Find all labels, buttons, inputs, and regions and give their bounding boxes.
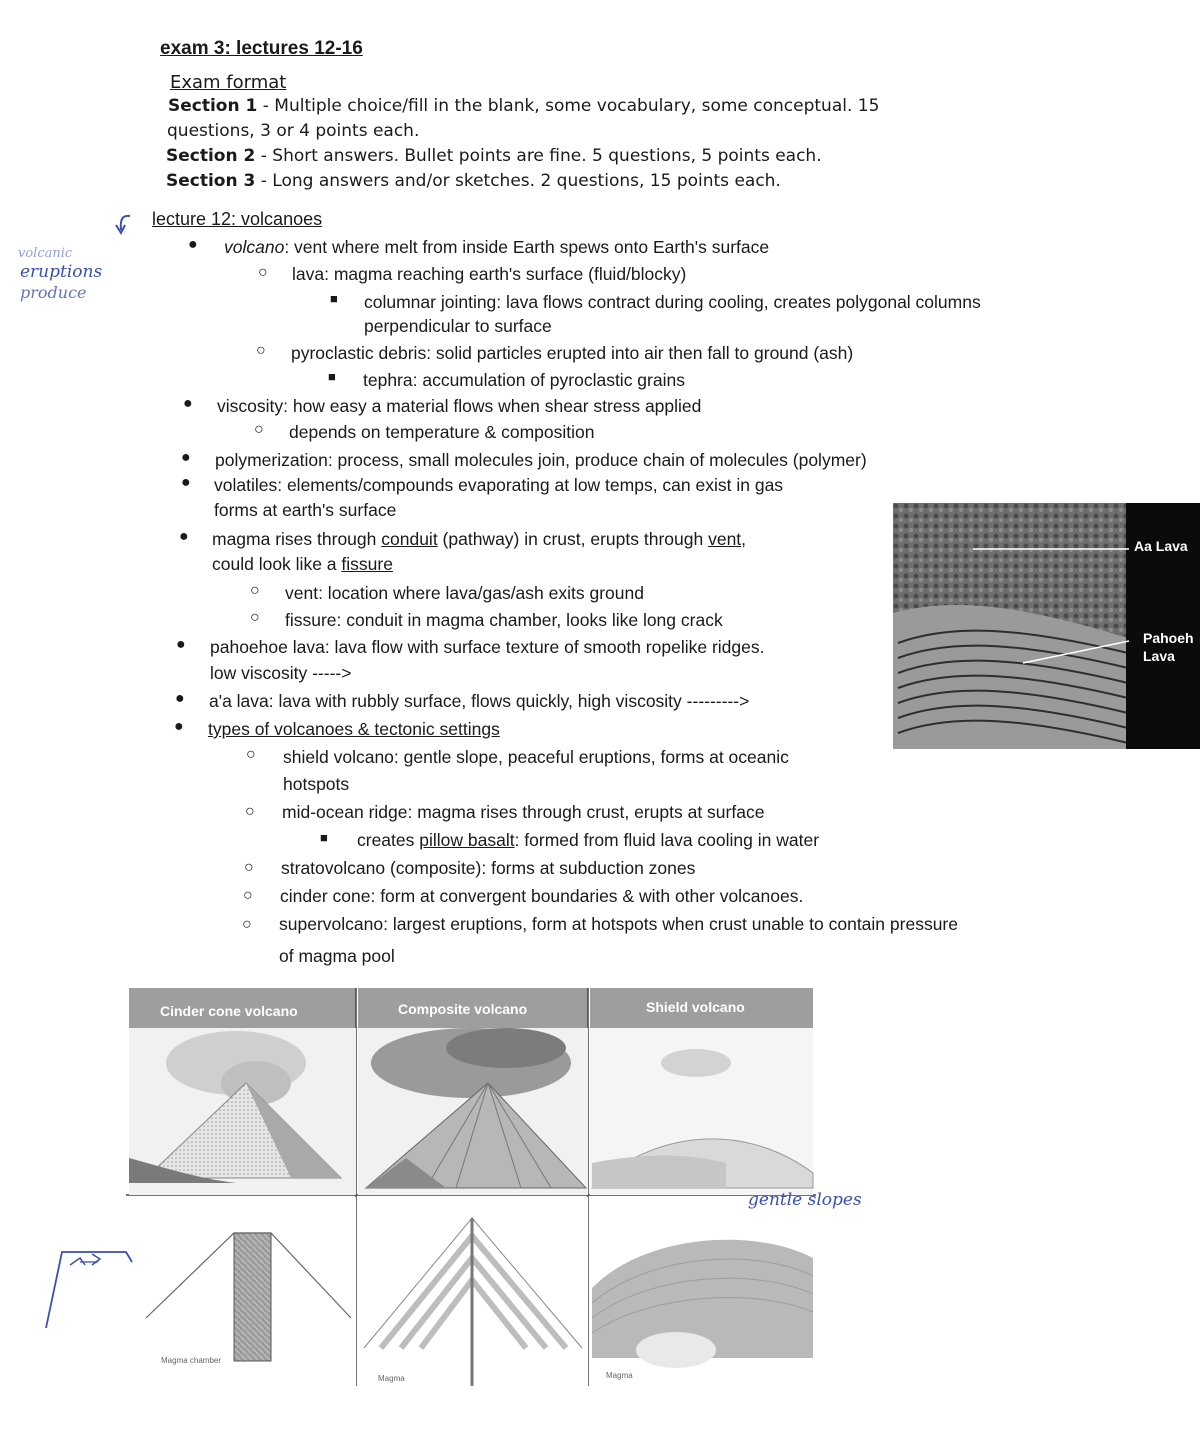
magma-conduit: conduit bbox=[381, 529, 438, 549]
note-fissure: fissure: conduit in magma chamber, looks like long crack bbox=[285, 610, 723, 630]
label-pahoehoe-2: Lava bbox=[1143, 648, 1175, 664]
shield-section bbox=[590, 1197, 813, 1386]
section-1-line bbox=[168, 96, 879, 116]
lava-photo bbox=[893, 503, 1200, 749]
magma-chamber-label: Magma chamber bbox=[161, 1356, 222, 1365]
section-1-label: Section 1 bbox=[168, 96, 258, 116]
note-volcano bbox=[224, 237, 769, 258]
note-lava: lava: magma reaching earth's surface (fluid/blocky) bbox=[292, 264, 687, 284]
circle-bullet-icon: ○ bbox=[250, 609, 260, 626]
section-1-text: - Multiple choice/fill in the blank, some vocabulary, some conceptual. 15 bbox=[257, 96, 880, 116]
circle-bullet-icon: ○ bbox=[254, 421, 264, 438]
magma-label-shield: Magma bbox=[606, 1371, 633, 1380]
magma-vent: vent bbox=[708, 529, 742, 549]
circle-bullet-icon: ○ bbox=[250, 582, 260, 599]
shield-exterior bbox=[590, 1028, 813, 1195]
magma-text-c: , bbox=[741, 529, 747, 549]
note-vent: vent: location where lava/gas/ash exits ground bbox=[285, 583, 644, 603]
magma-label-composite: Magma bbox=[378, 1374, 405, 1383]
header-composite: Composite volcano bbox=[398, 1001, 528, 1017]
note-magma-cont bbox=[212, 554, 393, 575]
bullet-icon: ● bbox=[176, 636, 186, 653]
note-cinder: cinder cone: form at convergent boundaries & with other volcanoes. bbox=[280, 886, 804, 906]
note-columnar: columnar jointing: lava flows contract during cooling, creates polygonal columns bbox=[364, 292, 981, 312]
hand-sketch-icon bbox=[40, 1240, 140, 1335]
margin-note-line-3: produce bbox=[20, 283, 87, 302]
composite-exterior bbox=[358, 1028, 588, 1195]
bullet-icon: ● bbox=[181, 474, 191, 491]
section-2-line bbox=[166, 146, 822, 166]
note-pillow bbox=[357, 830, 819, 851]
bullet-icon: ● bbox=[181, 449, 191, 466]
magma-text-d: could look like a bbox=[212, 554, 342, 574]
circle-bullet-icon: ○ bbox=[258, 264, 268, 281]
note-shield: shield volcano: gentle slope, peaceful eruptions, forms at oceanic bbox=[283, 747, 789, 767]
note-types: types of volcanoes & tectonic settings bbox=[208, 719, 500, 739]
cinder-cone-exterior bbox=[129, 1028, 356, 1195]
exam-format-heading: Exam format bbox=[170, 72, 287, 93]
margin-note-line-2: eruptions bbox=[20, 262, 103, 282]
section-3-label: Section 3 bbox=[166, 171, 256, 191]
lecture-heading: lecture 12: volcanoes bbox=[152, 209, 323, 229]
lava-figure bbox=[893, 503, 1200, 749]
gentle-slopes-note: gentle slopes bbox=[748, 1190, 862, 1210]
note-magma bbox=[212, 529, 746, 550]
section-3-text: - Long answers and/or sketches. 2 questions, 15 points each. bbox=[255, 171, 781, 191]
note-columnar-cont: perpendicular to surface bbox=[364, 316, 552, 336]
section-3-line bbox=[166, 171, 781, 191]
section-1-text-cont: questions, 3 or 4 points each. bbox=[167, 121, 420, 141]
bullet-icon: ● bbox=[183, 395, 193, 412]
magma-fissure: fissure bbox=[341, 554, 393, 574]
hand-arrow-icon bbox=[112, 212, 134, 236]
section-2-text: - Short answers. Bullet points are fine. 5 questions, 5 points each. bbox=[255, 146, 822, 166]
note-depends: depends on temperature & composition bbox=[289, 422, 595, 442]
pillow-basalt: pillow basalt bbox=[419, 830, 515, 850]
note-volcano-term: volcano bbox=[224, 237, 285, 257]
note-aa: a'a lava: lava with rubbly surface, flows quickly, high viscosity ---------> bbox=[209, 691, 750, 711]
square-bullet-icon: ■ bbox=[328, 369, 336, 384]
note-midocean: mid-ocean ridge: magma rises through crust, erupts at surface bbox=[282, 802, 765, 822]
note-tephra: tephra: accumulation of pyroclastic grains bbox=[363, 370, 685, 390]
circle-bullet-icon: ○ bbox=[245, 803, 255, 820]
note-strato: stratovolcano (composite): forms at subduction zones bbox=[281, 858, 696, 878]
bullet-icon: ● bbox=[175, 690, 185, 707]
note-pyroclastic: pyroclastic debris: solid particles erupted into air then fall to ground (ash) bbox=[291, 343, 854, 363]
cinder-cone-section bbox=[129, 1197, 356, 1386]
section-2-label: Section 2 bbox=[166, 146, 256, 166]
note-viscosity: viscosity: how easy a material flows when shear stress applied bbox=[217, 396, 702, 416]
margin-note-line-1: volcanic bbox=[18, 246, 73, 261]
pillow-text-a: creates bbox=[357, 830, 420, 850]
magma-text-b: (pathway) in crust, erupts through bbox=[437, 529, 709, 549]
label-pahoehoe-1: Pahoeh bbox=[1143, 630, 1194, 646]
header-cinder-cone: Cinder cone volcano bbox=[160, 1003, 298, 1019]
circle-bullet-icon: ○ bbox=[242, 916, 252, 933]
bullet-icon: ● bbox=[188, 236, 198, 253]
magma-text-a: magma rises through bbox=[212, 529, 382, 549]
circle-bullet-icon: ○ bbox=[244, 859, 254, 876]
note-volatiles-cont: forms at earth's surface bbox=[214, 500, 397, 520]
note-volcano-def: : vent where melt from inside Earth spews onto Earth's surface bbox=[284, 237, 770, 257]
circle-bullet-icon: ○ bbox=[256, 342, 266, 359]
circle-bullet-icon: ○ bbox=[246, 746, 256, 763]
pillow-text-b: : formed from fluid lava cooling in water bbox=[514, 830, 820, 850]
header-shield: Shield volcano bbox=[646, 999, 745, 1015]
note-shield-cont: hotspots bbox=[283, 774, 350, 794]
note-volatiles: volatiles: elements/compounds evaporating at low temps, can exist in gas bbox=[214, 475, 784, 495]
volcano-types-diagram bbox=[126, 988, 816, 1386]
label-aa-lava: Aa Lava bbox=[1134, 538, 1188, 554]
note-pahoehoe: pahoehoe lava: lava flow with surface texture of smooth ropelike ridges. bbox=[210, 637, 765, 657]
volcano-types-figure bbox=[126, 988, 816, 1386]
square-bullet-icon: ■ bbox=[320, 830, 328, 845]
bullet-icon: ● bbox=[179, 528, 189, 545]
composite-section bbox=[358, 1197, 588, 1386]
page-title: exam 3: lectures 12-16 bbox=[160, 38, 363, 59]
square-bullet-icon: ■ bbox=[330, 291, 338, 306]
note-super-cont: of magma pool bbox=[279, 946, 395, 966]
bullet-icon: ● bbox=[174, 718, 184, 735]
note-pahoehoe-cont: low viscosity -----> bbox=[210, 663, 352, 683]
circle-bullet-icon: ○ bbox=[243, 887, 253, 904]
note-polymerization: polymerization: process, small molecules join, produce chain of molecules (polymer) bbox=[215, 450, 867, 470]
note-super: supervolcano: largest eruptions, form at hotspots when crust unable to contain pressure bbox=[279, 914, 958, 934]
